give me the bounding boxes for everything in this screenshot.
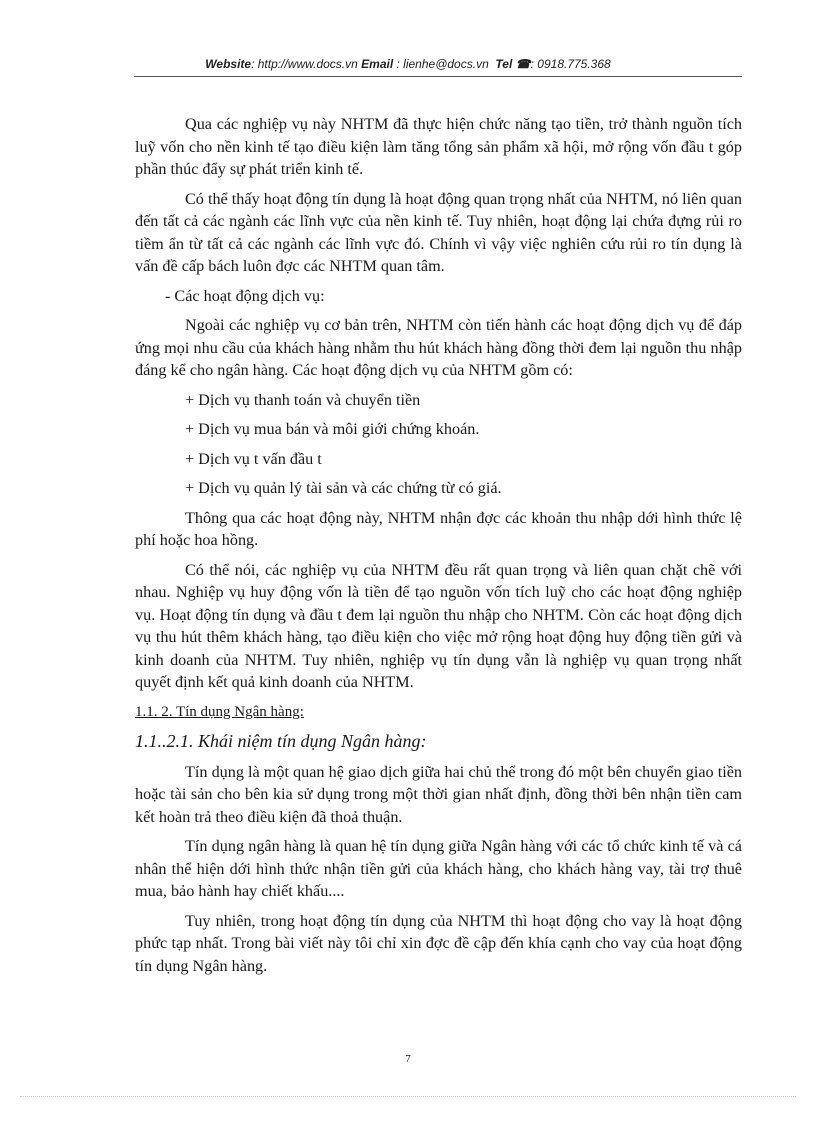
paragraph: Thông qua các hoạt động này, NHTM nhận đợc các khoản thu nhập dới hình thức lệ phí hoặc hoa hồng. (135, 508, 742, 549)
header-divider (134, 76, 742, 77)
paragraph: Tín dụng là một quan hệ giao dịch giữa hai chủ thể trong đó một bên chuyển giao tiền hoặc tài sản cho bên kia sử dụng trong một thời gian nhất định, đồng thời bên nhận tiền cam kết hoàn trả theo điều kiện đã thoả thuận. (135, 762, 742, 826)
section-label: - Các hoạt động dịch vụ: (165, 286, 325, 305)
tel-label: Tel (495, 57, 513, 71)
website-label: Website (205, 57, 252, 71)
list-item: + Dịch vụ quản lý tài sản và các chứng từ có giá. (185, 479, 502, 497)
paragraph: Ngoài các nghiệp vụ cơ bản trên, NHTM còn tiến hành các hoạt động dịch vụ để đáp ứng mọi nhu cầu của khách hàng nhằm thu hút khách hàng đồng thời đem lại nguồn thu nhập đáng kể cho ngân hàng. Các hoạt động dịch vụ của NHTM gồm có: (135, 316, 742, 379)
page-bottom-divider (20, 1096, 796, 1097)
document-body (135, 113, 742, 984)
paragraph: Tuy nhiên, trong hoạt động tín dụng của NHTM thì hoạt động cho vay là hoạt động phức tạp nhất. Trong bài viết này tôi chỉ xin đợc đề cập đến khía cạnh cho vay của hoạt động tín dụng Ngân hàng. (135, 911, 742, 975)
website-value[interactable]: : http://www.docs.vn (251, 57, 358, 71)
paragraph: Qua các nghiệp vụ này NHTM đã thực hiện chức năng tạo tiền, trở thành nguồn tích luỹ vốn cho nền kinh tế tạo điều kiện làm tăng tổng sản phẩm xã hội, mở rộng vốn đầu t góp phần thúc đẩy sự phát triển kinh tế. (135, 115, 742, 178)
list-item: + Dịch vụ mua bán và môi giới chứng khoán. (185, 420, 480, 438)
email-label: Email (361, 57, 394, 71)
list-item: + Dịch vụ t vấn đầu t (185, 449, 322, 468)
subsection-heading: 1.1..2.1. Khái niệm tín dụng Ngân hàng: (135, 731, 427, 751)
page-number: 7 (405, 1053, 411, 1065)
email-value[interactable]: : lienhe@docs.vn (393, 57, 489, 71)
paragraph: Tín dụng ngân hàng là quan hệ tín dụng giữa Ngân hàng với các tổ chức kinh tế và cá nhân thể hiện dới hình thức nhận tiền gửi của khách hàng, cho khách hàng vay, tài trợ thuê mua, bảo hành hay chiết khấu.... (135, 837, 742, 900)
list-item: + Dịch vụ thanh toán và chuyển tiền (185, 390, 421, 409)
tel-value: : 0918.775.368 (530, 57, 611, 71)
phone-icon: ☎ (515, 57, 531, 71)
section-heading: 1.1. 2. Tín dụng Ngân hàng: (135, 703, 304, 720)
paragraph: Có thể nói, các nghiệp vụ của NHTM đều rất quan trọng và liên quan chặt chẽ với nhau. Nghiệp vụ huy động vốn là tiền để tạo nguồn vốn tích luỹ cho các hoạt động nghiệp vụ. Hoạt động tín dụng và đầu t đem lại nguồn thu nhập cho NHTM. Còn các hoạt động dịch vụ thu hút thêm khách hàng, tạo điều kiện cho việc mở rộng hoạt động huy động tiền gửi và kinh doanh của NHTM. Tuy nhiên, nghiệp vụ tín dụng vẫn là nghiệp vụ quan trọng nhất quyết định kết quả kinh doanh của NHTM. (135, 560, 742, 691)
page-header (0, 57, 816, 71)
paragraph: Có thể thấy hoạt động tín dụng là hoạt động quan trọng nhất của NHTM, nó liên quan đến tất cả các ngành các lĩnh vực của nền kinh tế. Tuy nhiên, hoạt động lại chứa đựng rủi ro tiềm ẩn từ tất cả các ngành các lĩnh vực đó. Chính vì vậy việc nghiên cứu rủi ro tín dụng là vấn đề cấp bách luôn đợc các NHTM quan tâm. (135, 189, 742, 275)
